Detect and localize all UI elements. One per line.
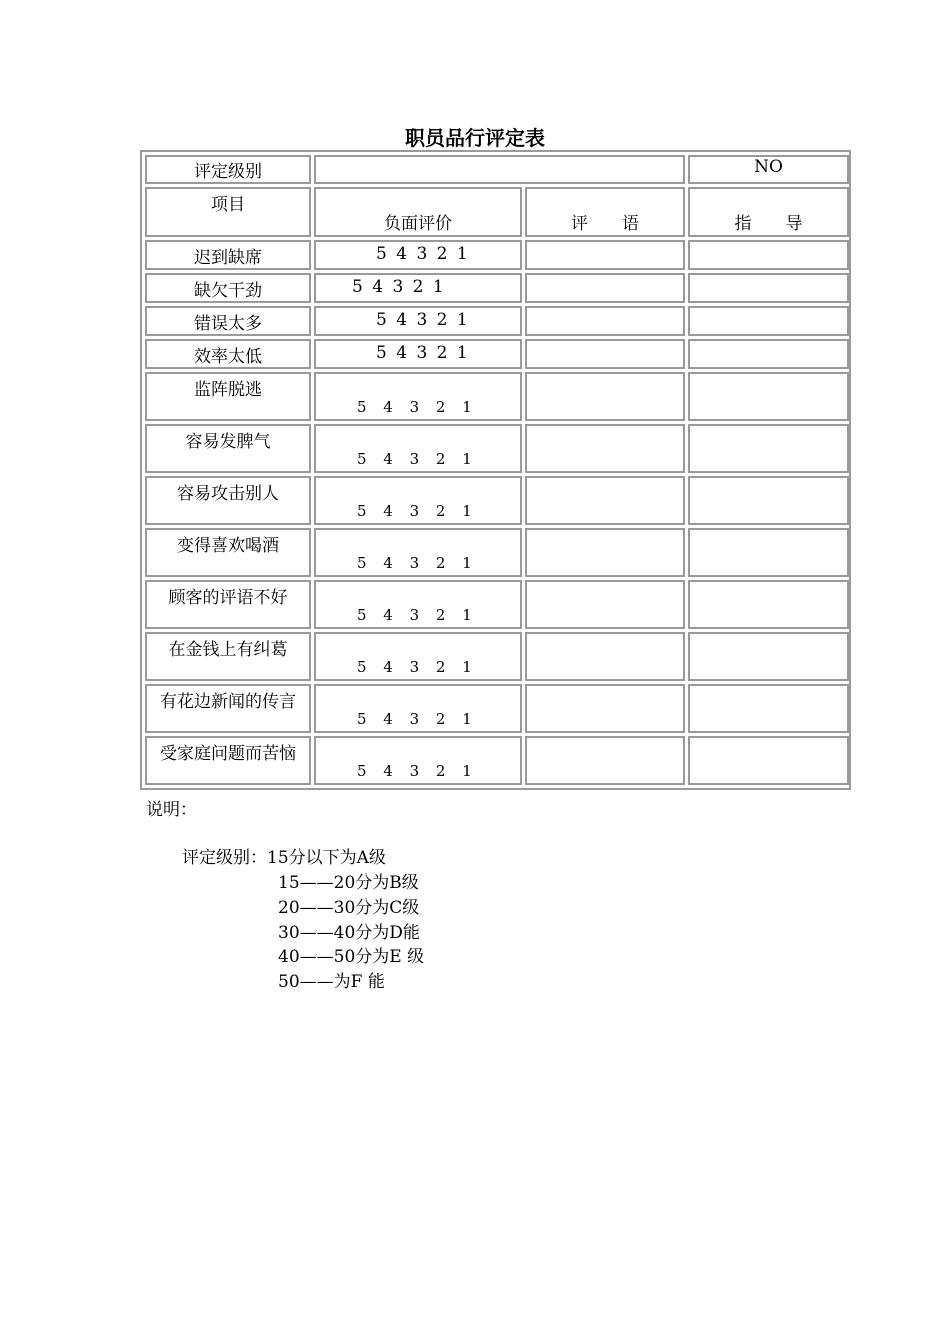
grade-label: 评定级别 (145, 155, 311, 184)
score-scale[interactable]: 5 4 3 2 1 (314, 580, 522, 629)
comment-header-cell (525, 187, 685, 237)
item-label: 缺欠干劲 (145, 273, 311, 303)
item-header: 项目 (145, 187, 311, 237)
comment-cell[interactable] (525, 528, 685, 577)
table-row (145, 736, 849, 785)
table-row (145, 372, 849, 421)
item-label: 变得喜欢喝酒 (145, 528, 311, 577)
comment-cell[interactable] (525, 372, 685, 421)
table-row (145, 580, 849, 629)
item-label: 监阵脱逃 (145, 372, 311, 421)
comment-cell[interactable] (525, 476, 685, 525)
page-title: 职员品行评定表 (405, 126, 545, 150)
evaluation-table (140, 150, 851, 790)
item-label: 迟到缺席 (145, 240, 311, 270)
guide-header: 指 导 (734, 214, 803, 234)
notes-line: 评定级别：15分以下为A级 (182, 848, 386, 868)
table-row (145, 528, 849, 577)
notes-line: 15——20分为B级 (278, 873, 419, 893)
guide-cell[interactable] (688, 339, 849, 369)
notes-line: 30——40分为D能 (278, 923, 420, 943)
score-scale[interactable]: 5 4 3 2 1 (314, 424, 522, 473)
item-label: 顾客的评语不好 (145, 580, 311, 629)
item-label: 容易攻击别人 (145, 476, 311, 525)
no-label: NO (688, 155, 849, 184)
comment-cell[interactable] (525, 240, 685, 270)
comment-cell[interactable] (525, 273, 685, 303)
notes-line: 40——50分为E 级 (278, 947, 425, 967)
guide-cell[interactable] (688, 632, 849, 681)
score-scale[interactable]: 5 4 3 2 1 (314, 684, 522, 733)
negative-header-cell (314, 187, 522, 237)
item-label: 受家庭问题而苦恼 (145, 736, 311, 785)
notes-heading: 说明： (146, 800, 197, 820)
score-scale[interactable]: 5 4 3 2 1 (314, 736, 522, 785)
comment-cell[interactable] (525, 632, 685, 681)
guide-cell[interactable] (688, 240, 849, 270)
table-row (145, 306, 849, 336)
item-label: 容易发脾气 (145, 424, 311, 473)
negative-header: 负面评价 (384, 214, 452, 234)
score-scale[interactable]: 5 4 3 2 1 (314, 476, 522, 525)
guide-cell[interactable] (688, 273, 849, 303)
item-label: 有花边新闻的传言 (145, 684, 311, 733)
guide-cell[interactable] (688, 528, 849, 577)
grade-value-field[interactable] (314, 155, 685, 184)
item-label: 在金钱上有纠葛 (145, 632, 311, 681)
table-row (145, 632, 849, 681)
comment-cell[interactable] (525, 339, 685, 369)
comment-cell[interactable] (525, 424, 685, 473)
table-row (145, 424, 849, 473)
score-scale[interactable]: 5 4 3 2 1 (314, 273, 522, 303)
comment-cell[interactable] (525, 580, 685, 629)
score-scale[interactable]: 5 4 3 2 1 (314, 632, 522, 681)
guide-cell[interactable] (688, 306, 849, 336)
guide-cell[interactable] (688, 580, 849, 629)
comment-cell[interactable] (525, 306, 685, 336)
score-scale[interactable]: 5 4 3 2 1 (314, 306, 522, 336)
guide-cell[interactable] (688, 424, 849, 473)
guide-cell[interactable] (688, 684, 849, 733)
item-label: 错误太多 (145, 306, 311, 336)
comment-cell[interactable] (525, 684, 685, 733)
table-row (145, 240, 849, 270)
comment-cell[interactable] (525, 736, 685, 785)
table-row (145, 476, 849, 525)
table-row (145, 684, 849, 733)
notes-line: 50——为F 能 (278, 972, 385, 992)
guide-header-cell (688, 187, 849, 237)
guide-cell[interactable] (688, 372, 849, 421)
table-row (145, 273, 849, 303)
guide-cell[interactable] (688, 476, 849, 525)
notes-line: 20——30分为C级 (278, 898, 420, 918)
score-scale[interactable]: 5 4 3 2 1 (314, 372, 522, 421)
table-row (145, 339, 849, 369)
score-scale[interactable]: 5 4 3 2 1 (314, 339, 522, 369)
score-scale[interactable]: 5 4 3 2 1 (314, 528, 522, 577)
item-label: 效率太低 (145, 339, 311, 369)
comment-header: 评 语 (571, 214, 639, 234)
guide-cell[interactable] (688, 736, 849, 785)
score-scale[interactable]: 5 4 3 2 1 (314, 240, 522, 270)
